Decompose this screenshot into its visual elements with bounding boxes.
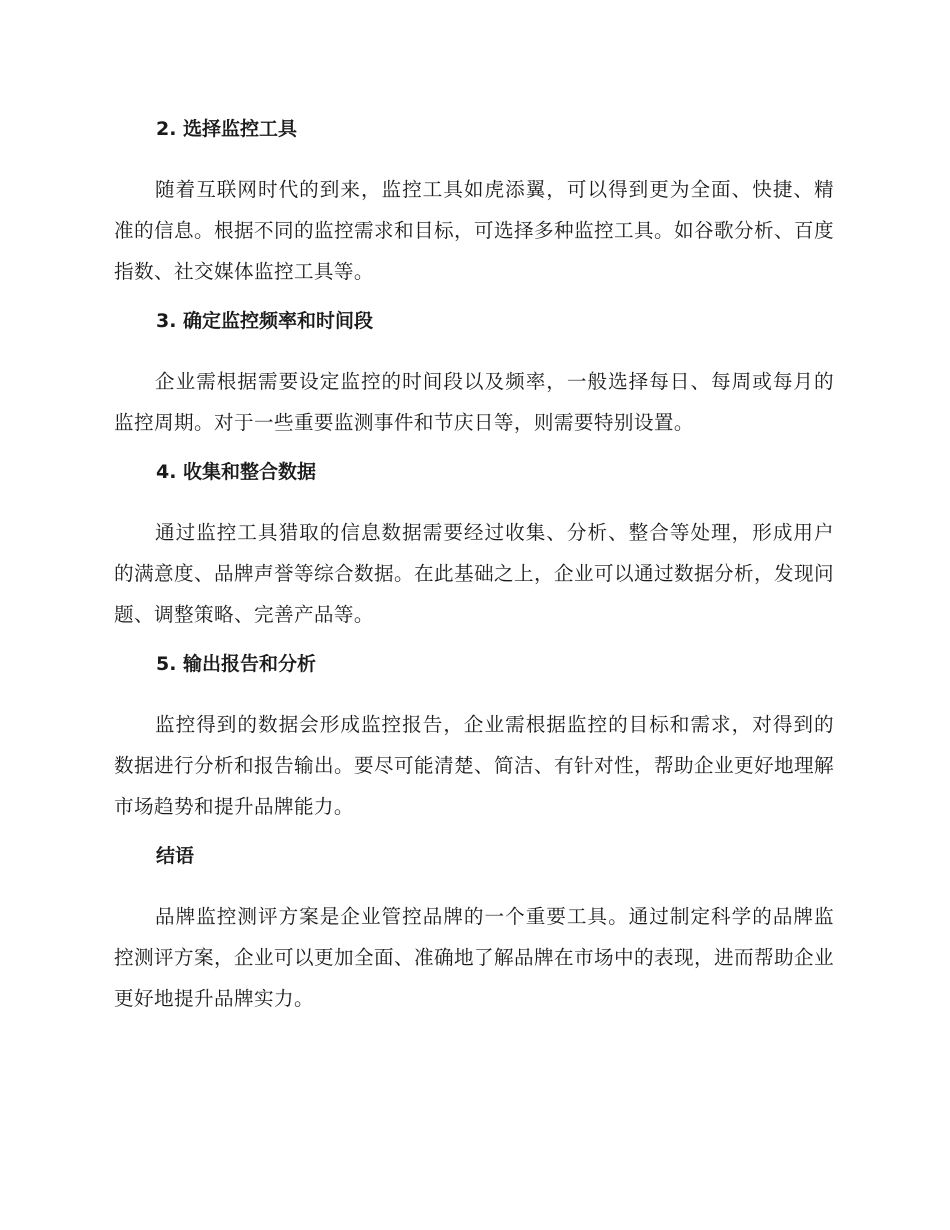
section-paragraph-frequency: 企业需根据需要设定监控的时间段以及频率，一般选择每日、每周或每月的监控周期。对于一些重要监测事件和节庆日等，则需要特别设置。 <box>114 370 834 434</box>
section-paragraph-select-tools: 随着互联网时代的到来，监控工具如虎添翼，可以得到更为全面、快捷、精准的信息。根据不同的监控需求和目标，可选择多种监控工具。如谷歌分析、百度指数、社交媒体监控工具等。 <box>114 178 834 283</box>
section-heading-select-tools: 2. 选择监控工具 <box>156 118 298 140</box>
document-page <box>114 111 834 1019</box>
section-heading-conclusion: 结语 <box>156 845 195 867</box>
section-heading-output-report: 5. 输出报告和分析 <box>156 653 317 675</box>
section-paragraph-collect-data: 通过监控工具猎取的信息数据需要经过收集、分析、整合等处理，形成用户的满意度、品牌声誉等综合数据。在此基础之上，企业可以通过数据分析，发现问题、调整策略、完善产品等。 <box>114 521 834 626</box>
section-paragraph-conclusion: 品牌监控测评方案是企业管控品牌的一个重要工具。通过制定科学的品牌监控测评方案，企业可以更加全面、准确地了解品牌在市场中的表现，进而帮助企业更好地提升品牌实力。 <box>114 905 834 1010</box>
section-heading-frequency: 3. 确定监控频率和时间段 <box>156 310 374 332</box>
section-heading-collect-data: 4. 收集和整合数据 <box>156 461 317 483</box>
section-paragraph-output-report: 监控得到的数据会形成监控报告，企业需根据监控的目标和需求，对得到的数据进行分析和报告输出。要尽可能清楚、简洁、有针对性，帮助企业更好地理解市场趋势和提升品牌能力。 <box>114 713 834 818</box>
